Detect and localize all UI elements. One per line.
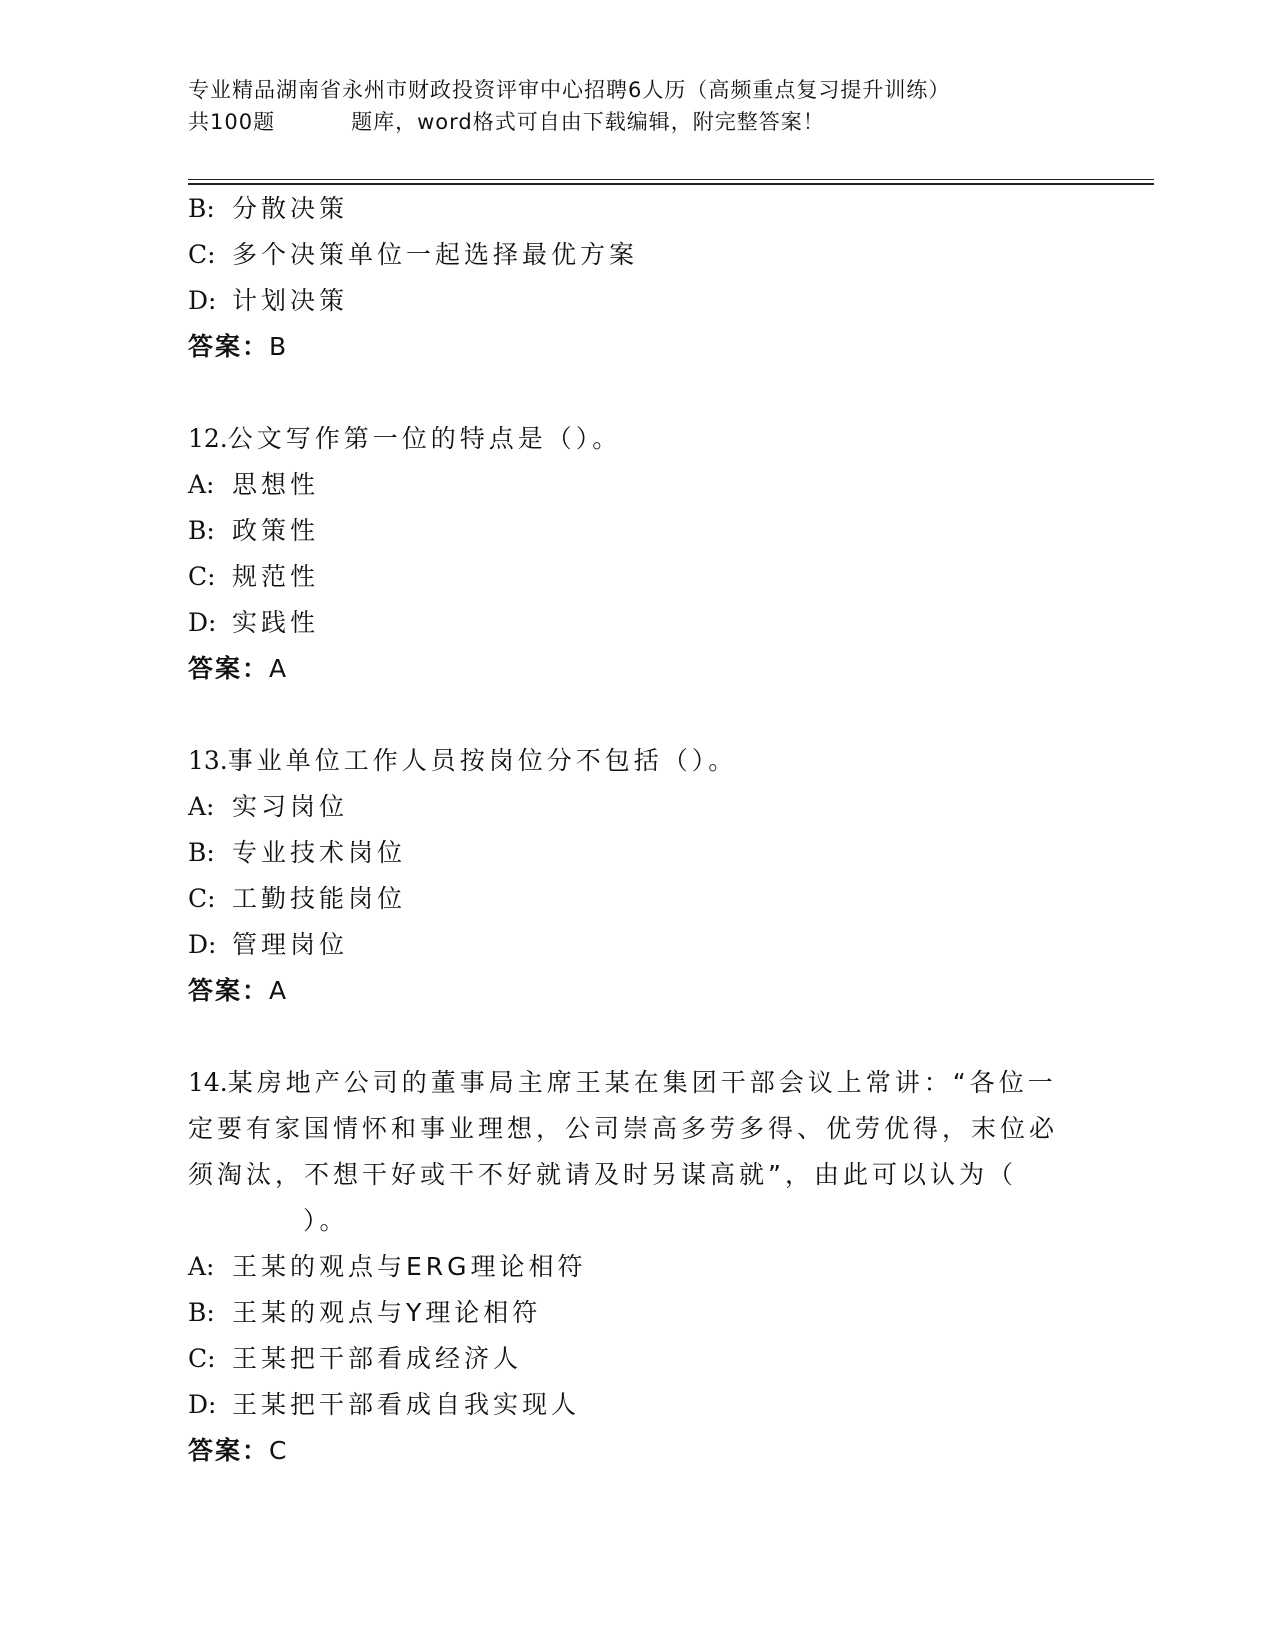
- option-text: 分散决策: [232, 194, 349, 223]
- header-divider-thick: [188, 183, 1154, 185]
- option-text: 思想性: [232, 470, 320, 499]
- option-text: 王某把干部看成自我实现人: [232, 1390, 581, 1419]
- answer-label: 答案：: [188, 976, 270, 1005]
- question-stem: [188, 738, 1088, 784]
- question-stem-line4: [188, 1198, 1088, 1244]
- option-a: [188, 784, 1088, 830]
- option-label: C:: [188, 884, 216, 913]
- option-label: B:: [188, 838, 215, 867]
- option-c: [188, 232, 1088, 278]
- option-text: 实习岗位: [232, 792, 349, 821]
- option-c: [188, 1336, 1088, 1382]
- option-b: [188, 508, 1088, 554]
- question-14: [188, 1060, 1088, 1474]
- question-13: [188, 738, 1088, 1014]
- question-stem-line3: [188, 1152, 1088, 1198]
- option-a: [188, 462, 1088, 508]
- answer-line: [188, 324, 1088, 370]
- question-text-line: 须淘汰，不想干好或干不好就请及时另谋高就”，由此可以认为（: [188, 1160, 1017, 1189]
- question-12: [188, 416, 1088, 692]
- question-number: 12.: [188, 424, 228, 453]
- question-text-line: ）。: [303, 1206, 349, 1235]
- question-stem-line2: [188, 1106, 1088, 1152]
- question-11-continued: [188, 186, 1088, 370]
- answer-line: [188, 646, 1088, 692]
- option-label: D:: [188, 1390, 217, 1419]
- header-title-line2: [188, 106, 1088, 138]
- option-text: 政策性: [232, 516, 320, 545]
- option-label: D:: [188, 930, 217, 959]
- answer-value: B: [269, 332, 289, 361]
- option-label: B:: [188, 516, 215, 545]
- option-a: [188, 1244, 1088, 1290]
- question-stem: [188, 416, 1088, 462]
- option-c: [188, 554, 1088, 600]
- option-d: [188, 278, 1088, 324]
- header-title-line1: 专业精品湖南省永州市财政投资评审中心招聘6人历（高频重点复习提升训练）: [188, 78, 951, 102]
- option-text: 管理岗位: [232, 930, 349, 959]
- option-b: [188, 1290, 1088, 1336]
- question-number: 14.: [188, 1068, 228, 1097]
- answer-line: [188, 968, 1088, 1014]
- answer-line: [188, 1428, 1088, 1474]
- option-c: [188, 876, 1088, 922]
- answer-label: 答案：: [188, 654, 270, 683]
- question-number: 13.: [188, 746, 228, 775]
- option-label: A:: [188, 792, 215, 821]
- answer-label: 答案：: [188, 1436, 270, 1465]
- option-d: [188, 1382, 1088, 1428]
- option-label: C:: [188, 240, 216, 269]
- option-text: 实践性: [232, 608, 320, 637]
- question-text-line: 定要有家国情怀和事业理想，公司崇高多劳多得、优劳优得，末位必: [188, 1114, 1059, 1143]
- header-divider-thin: [188, 179, 1154, 180]
- header-question-count: 共100题: [188, 110, 276, 134]
- option-text: 王某的观点与Y理论相符: [232, 1298, 542, 1327]
- option-text: 规范性: [232, 562, 320, 591]
- answer-label: 答案：: [188, 332, 270, 361]
- answer-value: A: [269, 976, 289, 1005]
- option-text: 王某把干部看成经济人: [232, 1344, 523, 1373]
- document-header: [188, 74, 1088, 138]
- option-label: C:: [188, 1344, 216, 1373]
- option-label: A:: [188, 1252, 215, 1281]
- option-text: 计划决策: [232, 286, 349, 315]
- option-label: C:: [188, 562, 216, 591]
- question-text-line: 某房地产公司的董事局主席王某在集团干部会议上常讲：“各位一: [227, 1068, 1057, 1097]
- question-text: 事业单位工作人员按岗位分不包括（）。: [227, 746, 738, 775]
- option-b: [188, 186, 1088, 232]
- option-label: B:: [188, 1298, 215, 1327]
- option-label: D:: [188, 286, 217, 315]
- header-description: 题库，word格式可自由下载编辑，附完整答案！: [351, 110, 825, 134]
- option-label: D:: [188, 608, 217, 637]
- question-stem-line1: [188, 1060, 1088, 1106]
- option-text: 王某的观点与ERG理论相符: [232, 1252, 587, 1281]
- option-d: [188, 922, 1088, 968]
- option-text: 专业技术岗位: [232, 838, 407, 867]
- question-text: 公文写作第一位的特点是（）。: [227, 424, 622, 453]
- question-list: [188, 186, 1088, 1474]
- answer-value: C: [269, 1436, 289, 1465]
- option-d: [188, 600, 1088, 646]
- option-text: 工勤技能岗位: [232, 884, 407, 913]
- answer-value: A: [269, 654, 289, 683]
- option-label: B:: [188, 194, 215, 223]
- option-text: 多个决策单位一起选择最优方案: [232, 240, 639, 269]
- option-b: [188, 830, 1088, 876]
- option-label: A:: [188, 470, 215, 499]
